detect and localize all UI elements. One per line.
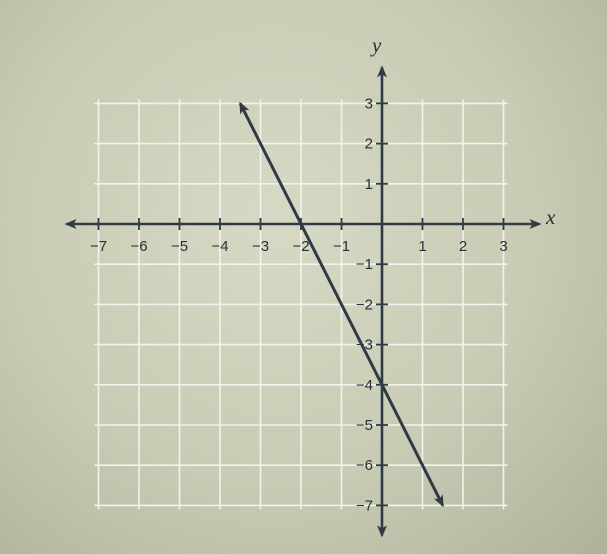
y-tick-label: −4 [355, 376, 373, 394]
x-tick-label: −5 [170, 238, 189, 255]
y-tick-label: −5 [355, 417, 373, 434]
x-axis-label: x [546, 205, 556, 229]
y-tick-label: 3 [364, 95, 373, 113]
x-tick-label: 1 [418, 238, 427, 255]
y-tick-label: 1 [364, 175, 373, 193]
y-tick-label: −1 [355, 256, 373, 274]
y-tick-label: −2 [355, 296, 373, 314]
x-tick-label: −2 [292, 238, 310, 255]
y-tick-label: −6 [355, 457, 373, 475]
y-axis-label: y [372, 33, 382, 57]
y-tick-label: 2 [364, 135, 373, 153]
x-tick-label: 3 [499, 238, 508, 255]
y-tick-label: −7 [355, 497, 373, 515]
x-tick-label: −1 [332, 238, 351, 255]
x-tick-label: −3 [251, 238, 270, 255]
y-tick-label: −3 [355, 336, 373, 354]
x-tick-label: 2 [458, 238, 468, 255]
grid [95, 99, 508, 509]
x-tick-label: −7 [89, 238, 108, 255]
x-tick-label: −4 [211, 238, 229, 255]
x-tick-label: −6 [130, 238, 148, 255]
